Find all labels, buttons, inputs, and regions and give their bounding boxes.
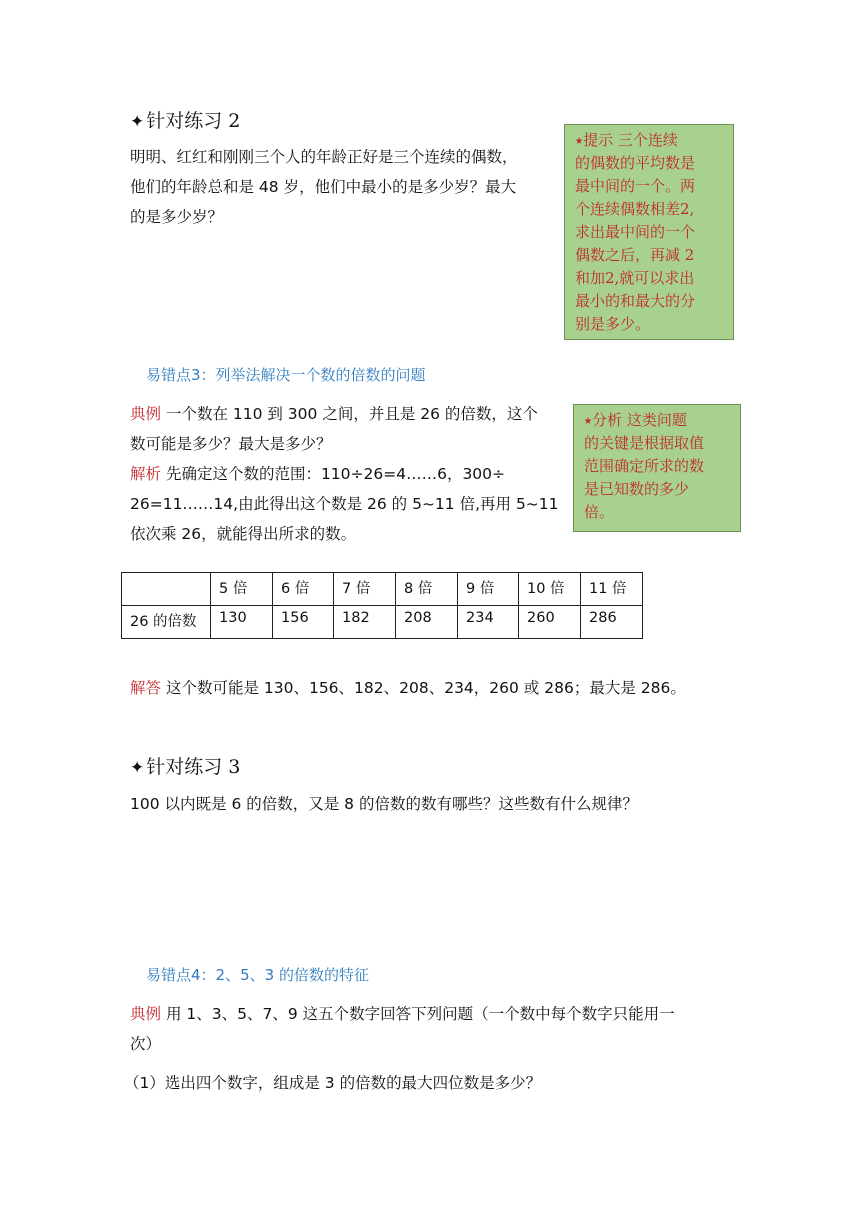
answer-label: 解答 [130, 679, 162, 697]
practice-2-question [130, 142, 560, 232]
example-label: 典例 [130, 1005, 162, 1023]
example-label: 典例 [130, 405, 162, 423]
table-cell: 260 [519, 606, 581, 639]
table-cell: 8 倍 [396, 573, 458, 606]
table-cell: 26 的倍数 [122, 606, 211, 639]
table-cell: 286 [581, 606, 643, 639]
text-line: 他们的年龄总和是 48 岁，他们中最小的是多少岁？最大 [130, 178, 517, 196]
practice-3-title: ✦ 针对练习 3 [130, 756, 241, 778]
hint-line: 和加2,就可以求出 [575, 269, 695, 287]
example-3: 典例 一个数在 110 到 300 之间，并且是 26 的倍数，这个 数可能是多少？最大是多少？ 解析 先确定这个数的范围：110÷26=4……6，300÷ 26=11……14,由此得出这个数是 26 的 5~11 倍,再用 5~11 依次乘 26，就能得出所求的数。 [130, 399, 570, 549]
hint-line: 倍。 [584, 503, 615, 521]
sparkle-icon: ✦ [130, 758, 145, 778]
analysis-hint-box [573, 404, 741, 532]
table-row [122, 606, 643, 639]
text-line: 依次乘 26，就能得出所求的数。 [130, 525, 357, 543]
table-cell: 156 [273, 606, 334, 639]
practice-3-question: 100 以内既是 6 的倍数，又是 8 的倍数的数有哪些？这些数有什么规律？ [130, 795, 638, 813]
practice-2-title: ✦ 针对练习 2 [130, 110, 241, 132]
table-cell [122, 573, 211, 606]
text-line: 的是多少岁？ [130, 208, 224, 226]
example-4: 典例 用 1、3、5、7、9 这五个数字回答下列问题（一个数中每个数字只能用一 次） [130, 999, 740, 1059]
hint-line: 最中间的一个。两 [575, 177, 696, 195]
hint-line: 求出最中间的一个 [575, 223, 696, 241]
hint-line: 的偶数的平均数是 [575, 154, 696, 172]
error-point-3-title: 易错点3：列举法解决一个数的倍数的问题 [146, 366, 426, 384]
table-cell: 208 [396, 606, 458, 639]
hint-line: 偶数之后，再减 2 [575, 246, 695, 264]
example-4-question-1: （1）选出四个数字，组成是 3 的倍数的最大四位数是多少？ [124, 1074, 542, 1092]
text-line: 明明、红红和刚刚三个人的年龄正好是三个连续的偶数， [130, 148, 518, 166]
table-cell: 9 倍 [458, 573, 519, 606]
hint-line: 范围确定所求的数 [584, 457, 705, 475]
hint-line: 是已知数的多少 [584, 480, 690, 498]
table-cell: 234 [458, 606, 519, 639]
table-cell: 11 倍 [581, 573, 643, 606]
analysis-label: 解析 [130, 465, 162, 483]
table-cell: 182 [334, 606, 396, 639]
hint-line: 最小的和最大的分 [575, 292, 696, 310]
sparkle-icon: ✦ [130, 112, 145, 132]
hint-line: 别是多少。 [575, 315, 651, 333]
answer-3: 解答 这个数可能是 130、156、182、208、234，260 或 286；最大是 286。 [130, 679, 686, 697]
text-line: 26=11……14,由此得出这个数是 26 的 5~11 倍,再用 5~11 [130, 495, 559, 513]
error-point-4-title: 易错点4：2、5、3 的倍数的特征 [146, 966, 369, 984]
table-row [122, 573, 643, 606]
hint-line: 的关键是根据取值 [584, 434, 705, 452]
table-cell: 10 倍 [519, 573, 581, 606]
multiples-table [121, 572, 643, 639]
table-cell: 130 [211, 606, 273, 639]
hint-box [564, 124, 734, 340]
text-line: 数可能是多少？最大是多少？ [130, 435, 332, 453]
hint-line: 个连续偶数相差2, [575, 200, 695, 218]
table-cell: 7 倍 [334, 573, 396, 606]
table-cell: 6 倍 [273, 573, 334, 606]
hint-line: ⭑提示 三个连续 [575, 131, 678, 149]
hint-line: ⭑分析 这类问题 [584, 411, 687, 429]
table-cell: 5 倍 [211, 573, 273, 606]
text-line: 次） [130, 1035, 162, 1053]
